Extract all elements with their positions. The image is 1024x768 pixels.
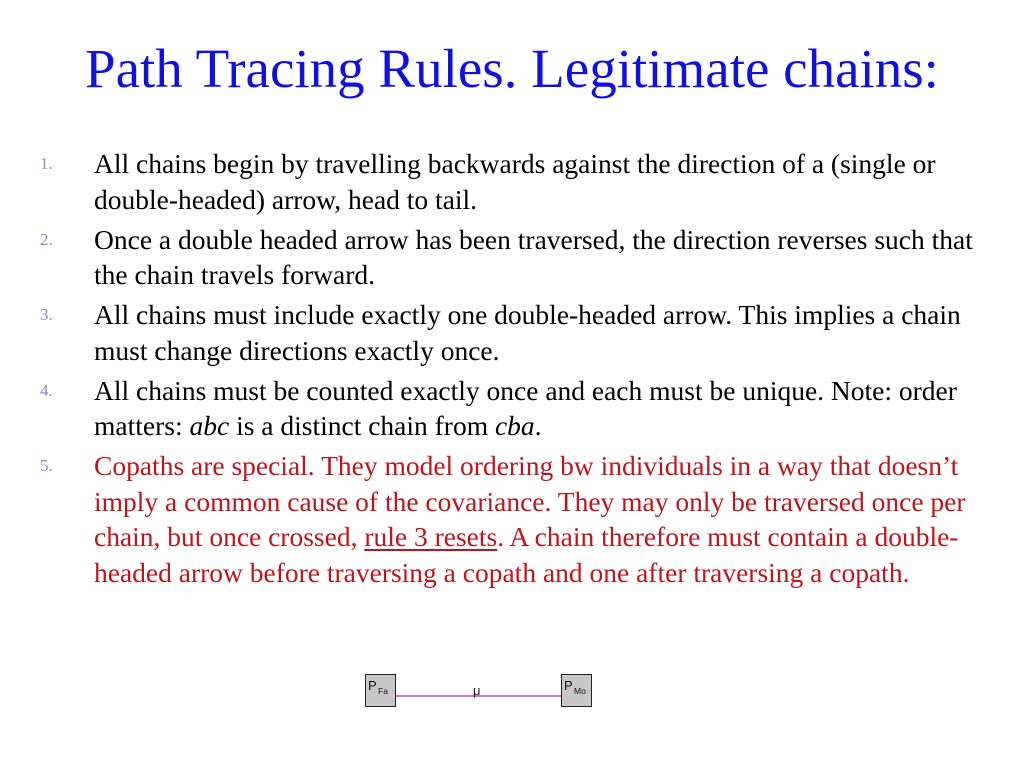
rule-item-1	[0, 146, 1024, 217]
rule-item-3	[0, 297, 1024, 368]
node-p-fa	[365, 674, 396, 707]
chain-cba: cba	[494, 410, 535, 441]
rule-item-4	[0, 373, 1024, 444]
rule-text-before: All chains must be counted exactly once and each must be unique. Note: order matters:	[94, 374, 957, 441]
rule-text-after: .	[534, 410, 542, 441]
node-subscript: Mo	[574, 686, 586, 696]
rule-number: 2.	[40, 229, 53, 249]
rule-number: 4.	[40, 380, 53, 400]
rules-list	[0, 146, 1024, 595]
rule-text: All chains must include exactly one double-headed arrow. This implies a chain must change directions exactly once.	[94, 299, 961, 366]
rule-number: 1.	[40, 154, 53, 173]
node-p-mo	[561, 674, 592, 707]
rule-number: 3.	[40, 305, 53, 324]
copath-diagram	[365, 674, 597, 710]
rule-text-after: . A chain therefore must contain a double-headed arrow before traversing a copath and one after traversing a copath.	[94, 521, 959, 588]
rule-item-2	[0, 222, 1024, 293]
node-subscript: Fa	[378, 686, 388, 696]
rule-text: All chains begin by travelling backwards against the direction of a (single or double-headed) arrow, head to tail.	[94, 148, 936, 215]
chain-abc: abc	[189, 410, 230, 441]
rule-3-resets-underlined: rule 3 resets	[364, 521, 498, 552]
slide-title: Path Tracing Rules. Legitimate chains:	[85, 38, 939, 99]
copath-label: μ	[473, 683, 481, 698]
node-label: P	[564, 678, 573, 693]
rule-text: Once a double headed arrow has been traversed, the direction reverses such that the chain travels forward.	[94, 223, 973, 290]
rule-text-middle: is a distinct chain from	[229, 410, 495, 441]
rule-item-5	[0, 448, 1024, 590]
node-label: P	[368, 678, 377, 693]
rule-text-before: Copaths are special. They model ordering bw individuals in a way that doesn’t imply a common cause of the covariance. They may only be traversed once per chain, but once crossed,	[94, 450, 966, 552]
rule-number: 5.	[40, 456, 53, 475]
